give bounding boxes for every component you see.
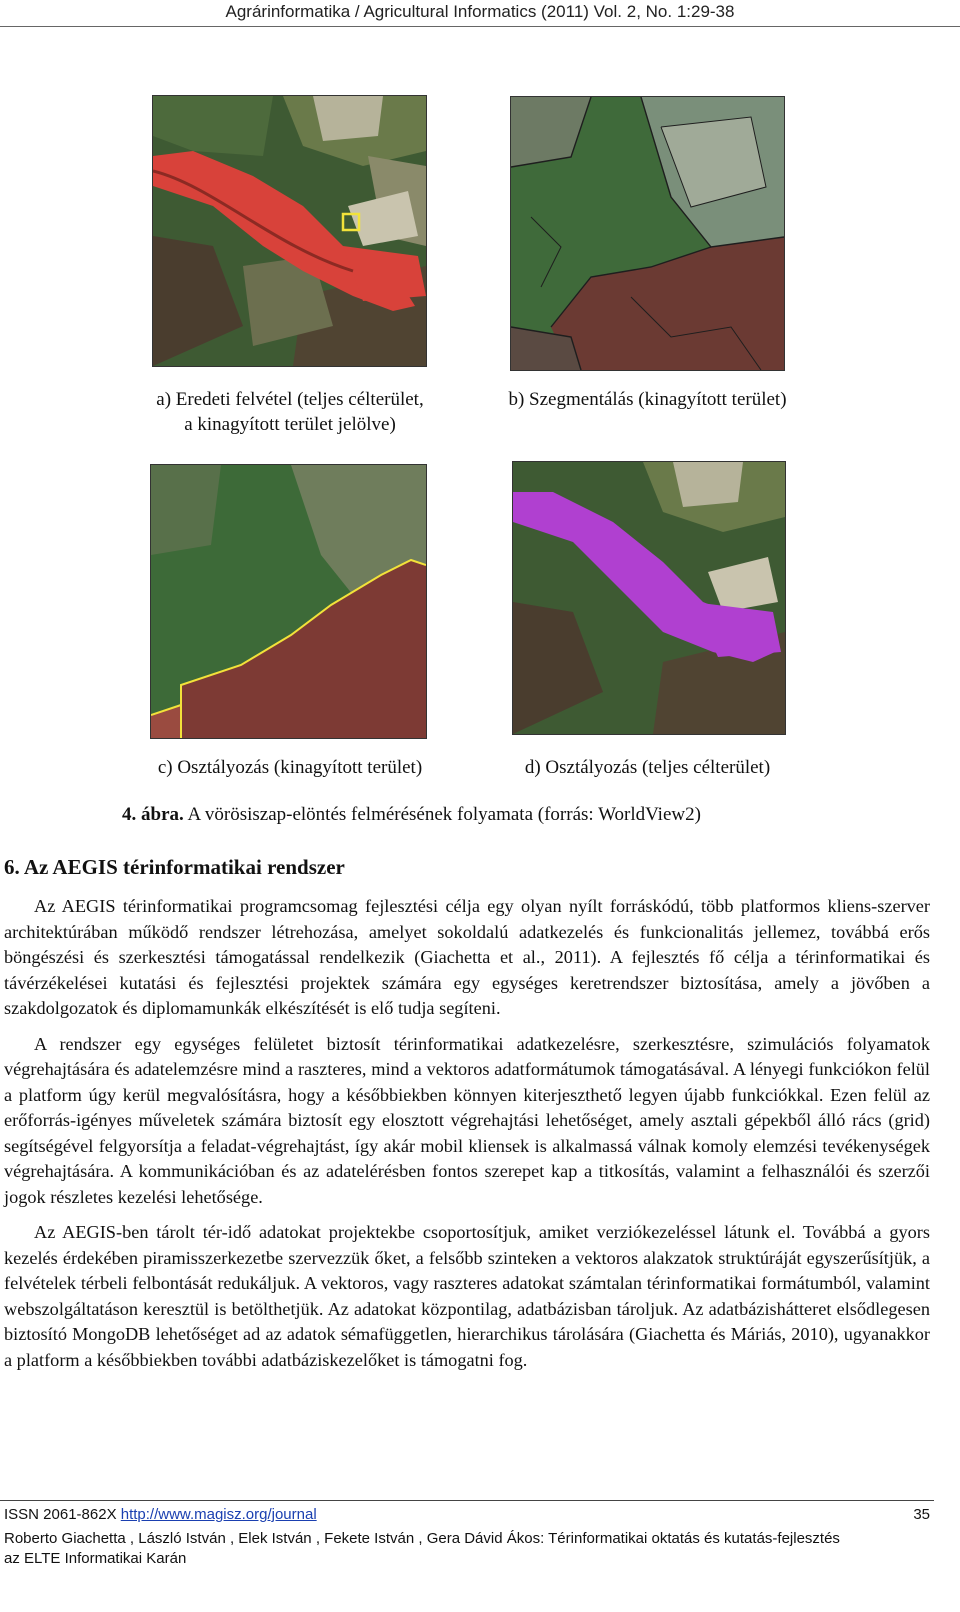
- figure-caption: [122, 804, 842, 826]
- footer-rule: [0, 1500, 934, 1501]
- figure-caption-label: 4. ábra.: [122, 804, 184, 825]
- panel-d-caption: d) Osztályozás (teljes célterület): [524, 757, 771, 778]
- figure-panel-a: [152, 95, 427, 367]
- journal-link[interactable]: http://www.magisz.org/journal: [120, 1506, 317, 1523]
- footer-authors-line2: az ELTE Informatikai Karán: [4, 1550, 187, 1567]
- footer-line: [4, 1506, 930, 1526]
- header-rule: [0, 26, 960, 27]
- figure-panel-b: [510, 96, 785, 371]
- panel-a-caption: [110, 387, 470, 437]
- paragraph-text: Az AEGIS térinformatikai programcsomag fejlesztési célja egy olyan nyílt forráskódú, több platformos kliens-szerver architektúrában működő rendszer létrehozása, amelyet sokoldalú adatkezelés és funkcionalitás jellemez, továbbá erős böngészési és szerkesztési támogatással rendelkezik (Giachetta et al., 2011). A fejlesztés fő célja a térinformatikai és távérzékelései kutatási és fejlesztési projektek számára egy egységes keretrendszer biztosítása, amely a jövőben a szakdolgozatok és diplomamunkák elkészítését is elő tudja segíteni.: [4, 896, 930, 1018]
- paragraph-text: A rendszer egy egységes felületet biztosít térinformatikai adatkezelésre, szerkesztésre, szimulációs folyamatok végrehajtására és adatelemzésre mind a raszteres, mind a vektoros adatformátumok támogatásával. A lényegi funkciókon felül a platform úgy kerül megvalósításra, hogy a későbbiekben könnyen kiterjeszthető legyen újabb funkciókkal. Ezen felül az erőforrás-igényes műveletek számára biztosít egy elosztott végrehajtási lehetőséget, amely asztali gépekből álló rács (grid) segítségével felgyorsítja a feladat-végrehajtást, így akár mobil kliensek is alkalmassá válnak komoly elemzési tevékenységek végrehajtására. A kommunikációban és az adatelérésben fontos szerepet kap a titkosítás, valamint a felhasználói és szerzői jogok részletes kezelési lehetősége.: [4, 1033, 930, 1207]
- section-body: [4, 894, 930, 1373]
- panel-a-caption-line2: a kinagyított terület jelölve): [184, 414, 396, 435]
- running-head: Agrárinformatika / Agricultural Informatics (2011) Vol. 2, No. 1:29-38: [225, 2, 735, 21]
- panel-c-caption: c) Osztályozás (kinagyított terület): [157, 757, 423, 778]
- panel-b-caption: b) Szegmentálás (kinagyított terület): [508, 389, 787, 410]
- paragraph-text: Az AEGIS-ben tárolt tér-idő adatokat projektekbe csoportosítjuk, amiket verziókezeléssel látunk el. Továbbá a gyors kezelés érdekében piramisszerkezetbe szervezzük őket, a felsőbb szinteken a vektoros alakzatok struktúráját egyszerűsítjük, a felvételek térbeli felbontását redukáljuk. A vektoros, vagy raszteres adatokat számtalan térinformatikai formátumból, valamint webszolgáltatáson keresztül is betölthetjük. Az adatokat központilag, adatbázisban tároljuk. Az adatbázishátteret elsődlegesen biztosító MongoDB lehetőséget ad az adatok sémafüggetlen, hierarchikus tárolására (Giachetta és Máriás, 2010), ugyanakkor a platform a későbbiekben további adatbáziskezelőket is támogatni fog.: [4, 1222, 930, 1370]
- issn: ISSN 2061-862X: [4, 1506, 121, 1523]
- paragraph: [4, 1220, 930, 1373]
- figure-caption-text: A vörösiszap-elöntés felmérésének folyamata (forrás: WorldView2): [183, 804, 701, 825]
- paragraph: [4, 894, 930, 1022]
- panel-a-caption-line1: a) Eredeti felvétel (teljes célterület,: [156, 389, 424, 410]
- figure-panel-c: [150, 464, 427, 739]
- page-number: 35: [913, 1506, 930, 1523]
- footer-authors: [4, 1529, 944, 1569]
- footer-authors-line1: Roberto Giachetta , László István , Elek István , Fekete István , Gera Dávid Ákos: Térinformatikai oktatás és kutatás-fejlesztés: [4, 1530, 840, 1547]
- paragraph: [4, 1032, 930, 1211]
- figure-panel-d: [512, 461, 786, 735]
- section-heading: 6. Az AEGIS térinformatikai rendszer: [4, 855, 345, 879]
